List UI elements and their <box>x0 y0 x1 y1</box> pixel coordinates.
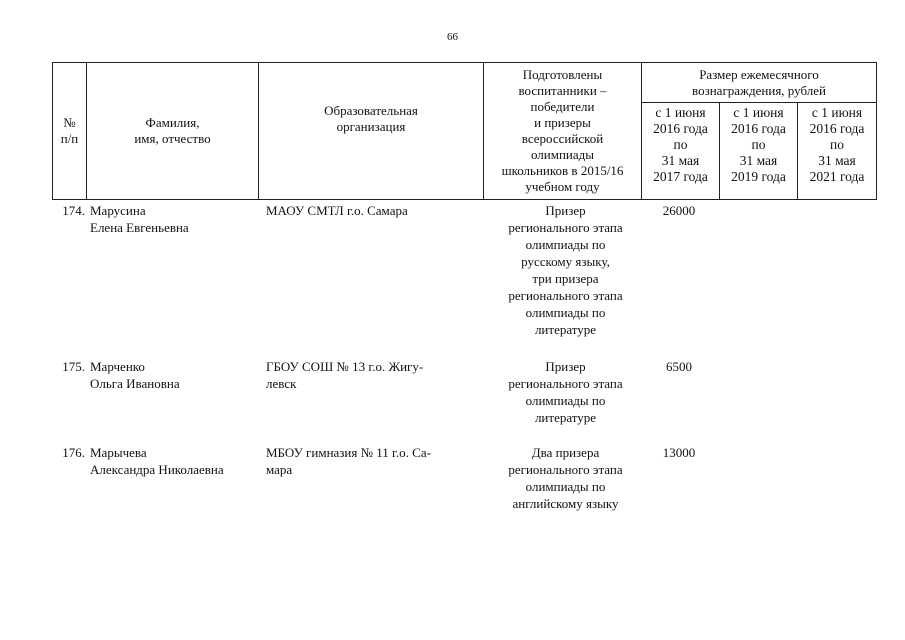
page-number: 66 <box>447 31 458 43</box>
text-line: ГБОУ СОШ № 13 г.о. Жигу- <box>266 359 424 374</box>
reward-amount: 26000 <box>662 203 696 218</box>
header-period-2021: с 1 июня 2016 года по 31 мая 2021 года <box>798 103 877 200</box>
text-line: три призера <box>532 271 599 286</box>
header-number-column: № п/п <box>53 63 87 200</box>
row-number: 176. <box>62 445 85 460</box>
text-line: левск <box>266 376 297 391</box>
text-line: Марченко <box>90 359 145 374</box>
text-line: Призер <box>545 359 586 374</box>
text-line: Призер <box>545 203 586 218</box>
text-line: МАОУ СМТЛ г.о. Самара <box>266 203 408 218</box>
text-line: Марычева <box>90 445 147 460</box>
header-name-column: Фамилия, имя, отчество <box>87 63 259 200</box>
achievement <box>488 444 643 512</box>
text-line: Ольга Ивановна <box>90 376 180 391</box>
text-line: литературе <box>534 322 597 337</box>
text-line: олимпиады по <box>525 237 606 252</box>
text-line: русскому языку, <box>521 254 610 269</box>
text-line: регионального этапа <box>508 288 623 303</box>
header-reward-column: Размер ежемесячного вознаграждения, рублей <box>642 63 877 103</box>
text-line: Александра Николаевна <box>90 462 224 477</box>
achievement <box>488 358 643 426</box>
text-line: английскому языку <box>512 496 619 511</box>
text-line: Марусина <box>90 203 146 218</box>
header-organization-column: Образовательная организация <box>259 63 484 200</box>
text-line: олимпиады по <box>525 305 606 320</box>
organization <box>266 358 491 392</box>
organization <box>266 202 491 219</box>
text-line: олимпиады по <box>525 479 606 494</box>
text-line: мара <box>266 462 293 477</box>
text-line: регионального этапа <box>508 220 623 235</box>
text-line: регионального этапа <box>508 462 623 477</box>
reward-amount: 6500 <box>666 359 692 374</box>
person-name <box>90 444 260 478</box>
table-header <box>52 62 877 200</box>
text-line: литературе <box>534 410 597 425</box>
text-line: олимпиады по <box>525 393 606 408</box>
organization <box>266 444 491 478</box>
text-line: МБОУ гимназия № 11 г.о. Са- <box>266 445 431 460</box>
row-number: 174. <box>62 203 85 218</box>
text-line: Елена Евгеньевна <box>90 220 189 235</box>
text-line: Два призера <box>531 445 600 460</box>
header-period-2017: с 1 июня 2016 года по 31 мая 2017 года <box>642 103 720 200</box>
reward-amount: 13000 <box>662 445 696 460</box>
header-period-2019: с 1 июня 2016 года по 31 мая 2019 года <box>720 103 798 200</box>
header-achievement-column: Подготовлены воспитанники – победители и призеры всероссийской олимпиады школьников в 2015/16 учебном году <box>484 63 642 200</box>
person-name <box>90 202 260 236</box>
text-line: регионального этапа <box>508 376 623 391</box>
row-number: 175. <box>62 359 85 374</box>
person-name <box>90 358 260 392</box>
achievement <box>488 202 643 338</box>
